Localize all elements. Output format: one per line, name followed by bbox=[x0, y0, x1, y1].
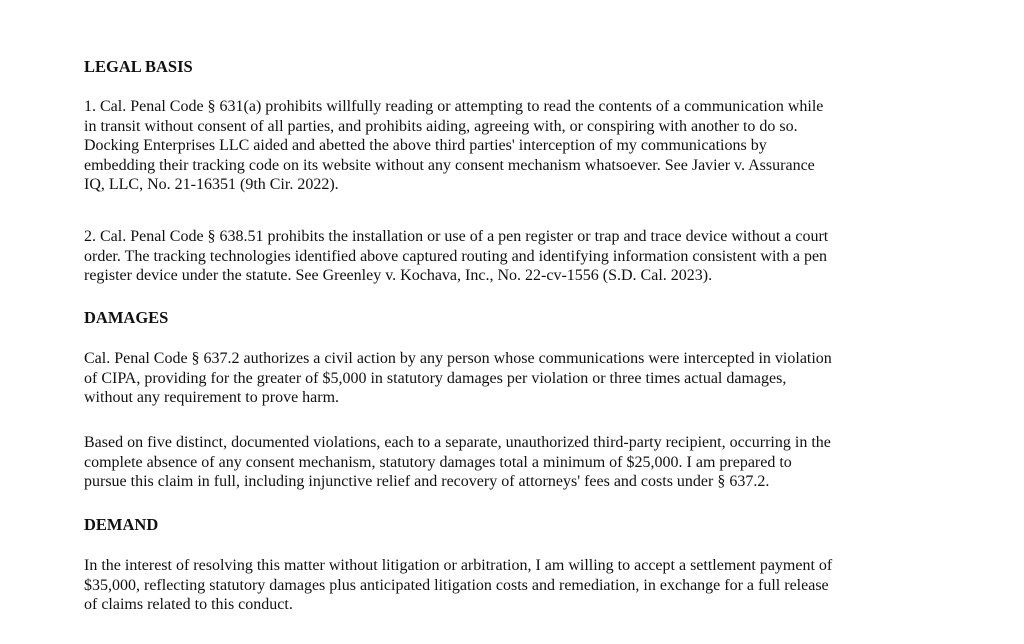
paragraph-damages-2 bbox=[84, 433, 974, 492]
text-line: order. The tracking technologies identified above captured routing and identifying information consistent with a pen bbox=[84, 247, 828, 265]
text-line: embedding their tracking code on its website without any consent mechanism whatsoever. See Javier v. Assurance bbox=[84, 156, 815, 174]
text-line: Based on five distinct, documented violations, each to a separate, unauthorized third-party recipient, occurring in the bbox=[84, 434, 831, 451]
text-line: complete absence of any consent mechanism, statutory damages total a minimum of $25,000. I am prepared to bbox=[84, 453, 792, 471]
paragraph-legal-basis-1 bbox=[84, 97, 974, 195]
text-line: in transit without consent of all parties, and prohibits aiding, agreeing with, or conspiring with another to do so. bbox=[84, 117, 798, 135]
heading-damages: DAMAGES bbox=[84, 308, 169, 327]
text-line: $35,000, reflecting statutory damages plus anticipated litigation costs and remediation, in exchange for a full release bbox=[84, 576, 829, 594]
paragraph-damages-1 bbox=[84, 349, 974, 408]
text-line: of claims related to this conduct. bbox=[84, 596, 293, 613]
text-line: 2. Cal. Penal Code § 638.51 prohibits the installation or use of a pen register or trap and trace device without a court bbox=[84, 228, 829, 245]
heading-demand: DEMAND bbox=[84, 515, 159, 534]
text-line: Cal. Penal Code § 637.2 authorizes a civil action by any person whose communications were intercepted in violation bbox=[84, 350, 832, 367]
text-line: 1. Cal. Penal Code § 631(a) prohibits willfully reading or attempting to read the contents of a communication while bbox=[84, 98, 824, 115]
text-line: register device under the statute. See Greenley v. Kochava, Inc., No. 22-cv-1556 (S.D. Cal. 2023). bbox=[84, 267, 713, 284]
paragraph-demand-1 bbox=[84, 556, 974, 615]
text-line: of CIPA, providing for the greater of $5,000 in statutory damages per violation or three times actual damages, bbox=[84, 369, 787, 387]
text-line: In the interest of resolving this matter without litigation or arbitration, I am willing to accept a settlement payment of bbox=[84, 557, 833, 574]
text-line: pursue this claim in full, including injunctive relief and recovery of attorneys' fees and costs under § 637.2. bbox=[84, 473, 770, 490]
paragraph-legal-basis-2 bbox=[84, 227, 974, 286]
text-line: without any requirement to prove harm. bbox=[84, 389, 340, 406]
text-line: Docking Enterprises LLC aided and abetted the above third parties' interception of my communications by bbox=[84, 137, 767, 154]
heading-legal-basis: LEGAL BASIS bbox=[84, 57, 193, 76]
text-line: IQ, LLC, No. 21-16351 (9th Cir. 2022). bbox=[84, 176, 339, 193]
